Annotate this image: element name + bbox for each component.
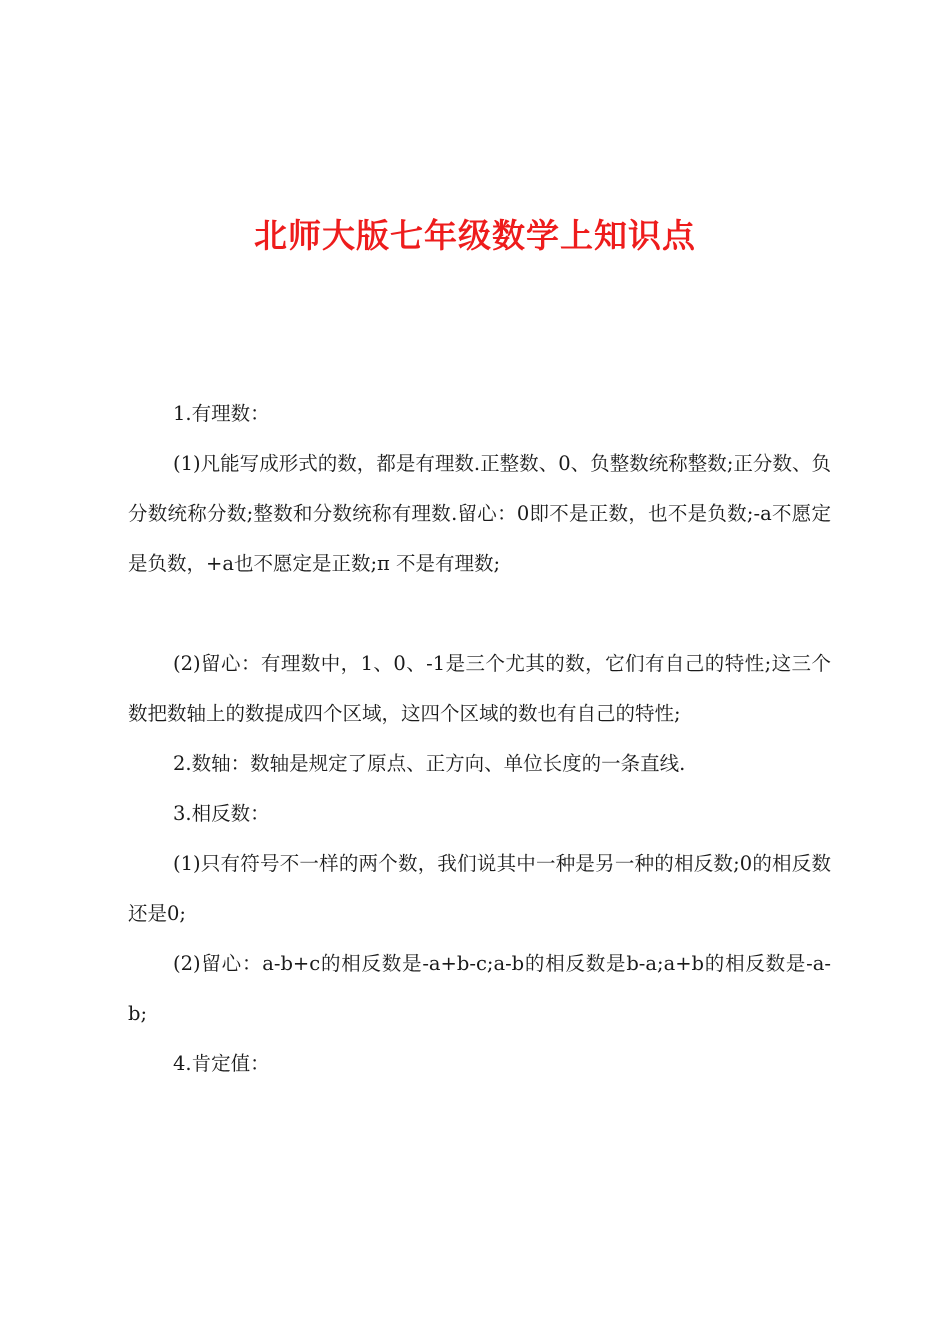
paragraph-special-numbers: (2)留心：有理数中，1、0、-1是三个尤其的数，它们有自己的特性;这三个数把数轴上的数提成四个区域，这四个区域的数也有自己的特性; bbox=[128, 652, 831, 725]
paragraph-rational-definition: (1)凡能写成形式的数，都是有理数.正整数、0、负整数统称整数;正分数、负分数统称分数;整数和分数统称有理数.留心：0即不是正数，也不是负数;-a不愿定是负数，+a也不愿定是正数;π 不是有理数; bbox=[128, 452, 831, 575]
section-heading-number-line: 2.数轴：数轴是规定了原点、正方向、单位长度的一条直线. bbox=[173, 752, 686, 775]
paragraph-spacer bbox=[128, 589, 831, 639]
document-title: 北师大版七年级数学上知识点 bbox=[254, 216, 696, 255]
section-heading-rational-numbers: 1.有理数： bbox=[173, 402, 270, 425]
section-heading-absolute-value: 4.肯定值： bbox=[173, 1052, 270, 1075]
paragraph-opposite-definition: (1)只有符号不一样的两个数，我们说其中一种是另一种的相反数;0的相反数还是0; bbox=[128, 852, 831, 925]
document-body bbox=[128, 389, 831, 1089]
paragraph-opposite-examples: (2)留心：a-b+c的相反数是-a+b-c;a-b的相反数是b-a;a+b的相反数是-a-b; bbox=[128, 952, 831, 1025]
section-heading-opposite-numbers: 3.相反数： bbox=[173, 802, 270, 825]
